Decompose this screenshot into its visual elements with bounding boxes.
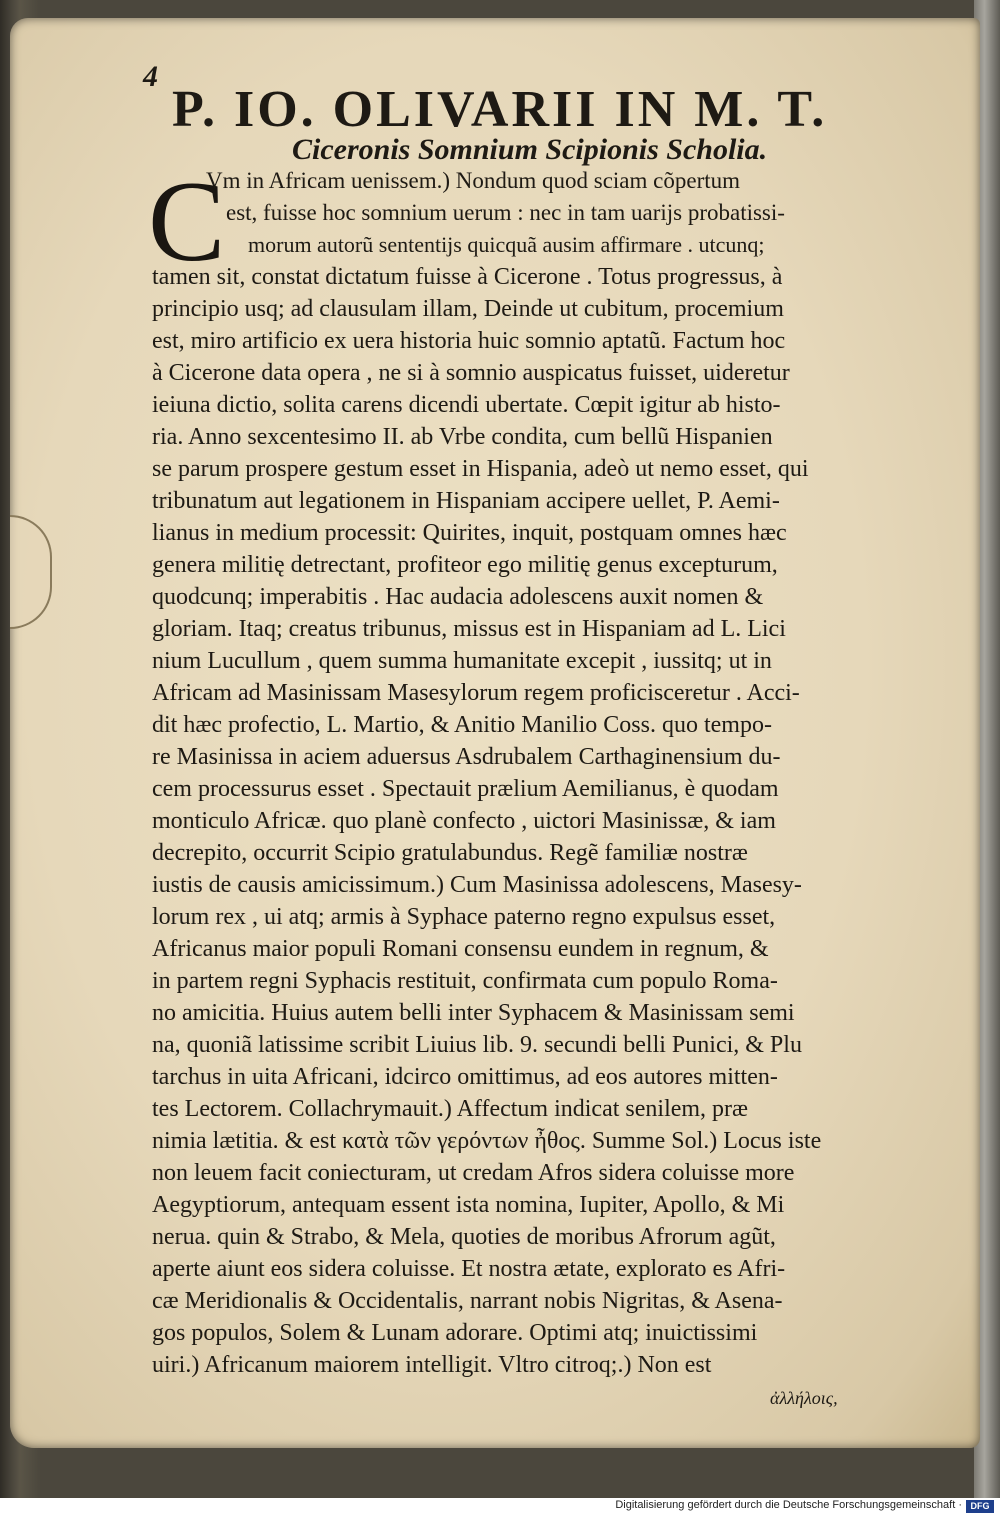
- text-line: cæ Meridionalis & Occidentalis, narrant nobis Nigritas, & Asena-: [152, 1288, 783, 1314]
- digitization-footer: [0, 1498, 1000, 1516]
- text-line: in partem regni Syphacis restituit, confirmata cum populo Roma-: [152, 968, 778, 994]
- text-line: gos populos, Solem & Lunam adorare. Optimi atq; inuictissimi: [152, 1320, 758, 1346]
- drop-cap: C: [148, 158, 226, 286]
- page-number: 4: [143, 60, 158, 93]
- text-line: tamen sit, constat dictatum fuisse à Cicerone . Totus progressus, à: [152, 264, 783, 290]
- text-line: re Masinissa in aciem aduersus Asdrubalem Carthaginensium du-: [152, 744, 781, 770]
- text-line: tarchus in uita Africani, idcirco omittimus, ad eos autores mitten-: [152, 1064, 778, 1090]
- text-line: lorum rex , ui atq; armis à Syphace paterno regno expulsus esset,: [152, 904, 776, 930]
- page-title: P. IO. OLIVARII IN M. T.: [172, 81, 828, 138]
- text-line: lianus in medium processit: Quirites, inquit, postquam omnes hæc: [152, 520, 787, 546]
- dfg-logo: DFG: [966, 1500, 994, 1513]
- text-line: decrepito, occurrit Scipio gratulabundus. Regẽ familiæ nostræ: [152, 840, 748, 866]
- text-line: cem processurus esset . Spectauit prælium Aemilianus, è quodam: [152, 776, 779, 802]
- text-line: Vm in Africam uenissem.) Nondum quod sciam cõpertum: [206, 168, 741, 193]
- catchword: ἀλλήλοις,: [770, 1388, 838, 1408]
- text-line: Africam ad Masinissam Masesylorum regem proficisceretur . Acci-: [152, 680, 800, 706]
- page-subtitle: Ciceronis Somnium Scipionis Scholia.: [292, 133, 768, 166]
- text-line: tes Lectorem. Collachrymauit.) Affectum indicat senilem, præ: [152, 1096, 749, 1122]
- text-line: no amicitia. Huius autem belli inter Syphacem & Masinissam semi: [152, 1000, 795, 1026]
- text-line: est, miro artificio ex uera historia huic somnio aptatũ. Factum hoc: [152, 328, 786, 354]
- text-line: ieiuna dictio, solita carens dicendi ubertate. Cœpit igitur ab histo-: [152, 392, 781, 418]
- text-line: nerua. quin & Strabo, & Mela, quoties de moribus Afrorum agũt,: [152, 1224, 776, 1250]
- text-line: Africanus maior populi Romani consensu eundem in regnum, &: [152, 936, 769, 962]
- text-line: morum autorũ sententijs quicquã ausim affirmare . utcunq;: [248, 232, 765, 257]
- text-line: nium Lucullum , quem summa humanitate excepit , iussitq; ut in: [152, 648, 772, 674]
- text-line: aperte aiunt eos sidera coluisse. Et nostra ætate, explorato es Afri-: [152, 1256, 786, 1282]
- footer-credit-text: Digitalisierung gefördert durch die Deutsche Forschungsgemeinschaft ·: [615, 1499, 962, 1511]
- text-line: dit hæc profectio, L. Martio, & Anitio Manilio Coss. quo tempo-: [152, 712, 772, 738]
- text-line: na, quoniã latissime scribit Liuius lib. 9. secundi belli Punici, & Plu: [152, 1032, 802, 1058]
- text-line: nimia lætitia. & est κατὰ τῶν γερόντων ἦθος. Summe Sol.) Locus iste: [152, 1128, 822, 1154]
- text-line: monticulo Africæ. quo planè confecto , uictori Masinissæ, & iam: [152, 808, 776, 834]
- text-line: est, fuisse hoc somnium uerum : nec in tam uarijs probatissi-: [226, 200, 785, 225]
- text-line: Aegyptiorum, antequam essent ista nomina, Iupiter, Apollo, & Mi: [152, 1192, 785, 1218]
- text-line: genera militię detrectant, profiteor ego militię genus excepturum,: [152, 552, 778, 578]
- text-line: uiri.) Africanum maiorem intelligit. Vltro citroq;.) Non est: [152, 1352, 712, 1378]
- text-line: se parum prospere gestum esset in Hispania, adeò ut nemo esset, qui: [152, 456, 809, 482]
- text-line: principio usq; ad clausulam illam, Deinde ut cubitum, procemium: [152, 296, 784, 322]
- text-line: ria. Anno sexcentesimo II. ab Vrbe condita, cum bellũ Hispanien: [152, 424, 773, 450]
- text-line: à Cicerone data opera , ne si à somnio auspicatus fuisset, uideretur: [152, 360, 790, 386]
- text-line: quodcunq; imperabitis . Hac audacia adolescens auxit nomen &: [152, 584, 764, 610]
- text-line: non leuem facit coniecturam, ut credam Afros sidera coluisse more: [152, 1160, 795, 1186]
- text-line: iustis de causis amicissimum.) Cum Masinissa adolescens, Masesy-: [152, 872, 802, 898]
- text-line: gloriam. Itaq; creatus tribunus, missus est in Hispaniam ad L. Lici: [152, 616, 786, 642]
- text-line: tribunatum aut legationem in Hispaniam accipere uellet, P. Aemi-: [152, 488, 780, 514]
